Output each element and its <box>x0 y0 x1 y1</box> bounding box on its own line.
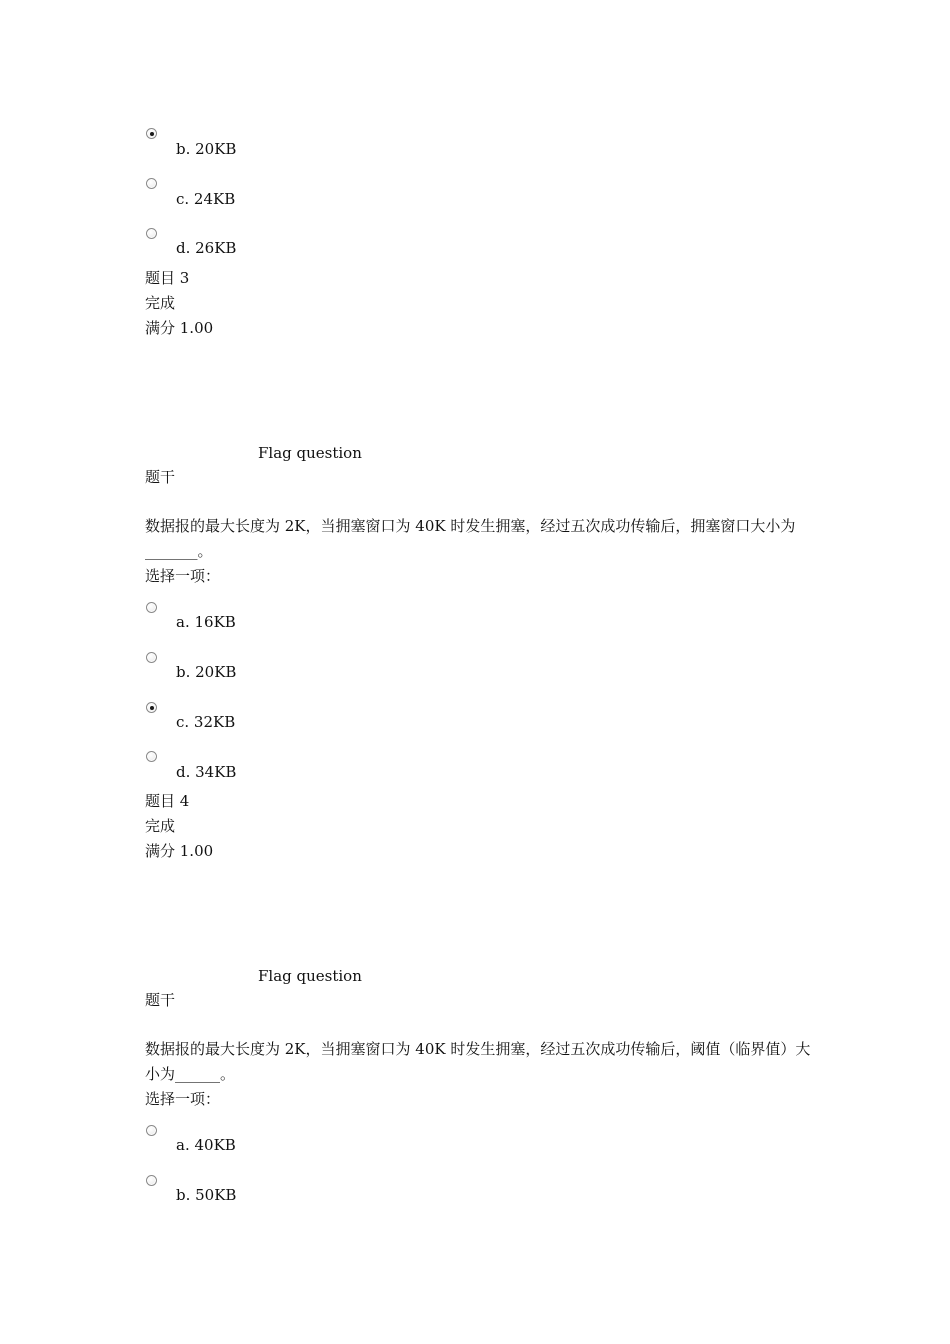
option-radio-q3-a[interactable] <box>146 602 157 613</box>
question-text: 数据报的最大长度为 2K，当拥塞窗口为 40K 时发生拥塞，经过五次成功传输后，阈值（临界值）大小为______。 <box>145 1040 811 1083</box>
option-label-q4-b: b. 50KB <box>176 1186 237 1204</box>
stem-label: 题干 <box>145 468 176 486</box>
answer-prompt: 选择一项： <box>145 1090 221 1108</box>
stem-label: 题干 <box>145 991 176 1009</box>
question-number: 题目 4 <box>145 792 190 810</box>
option-radio-q4-a[interactable] <box>146 1125 157 1136</box>
option-label-q3-c: c. 32KB <box>176 713 236 731</box>
answer-prompt: 选择一项： <box>145 567 221 585</box>
option-label-q2-b: b. 20KB <box>176 140 237 158</box>
option-radio-q3-c[interactable] <box>146 702 157 713</box>
flag-question-link[interactable]: Flag question <box>258 444 362 462</box>
option-radio-q3-d[interactable] <box>146 751 157 762</box>
option-label-q2-c: c. 24KB <box>176 190 236 208</box>
question-number: 题目 3 <box>145 269 190 287</box>
question-state: 完成 <box>145 294 176 312</box>
option-label-q3-d: d. 34KB <box>176 763 237 781</box>
flag-question-link[interactable]: Flag question <box>258 967 362 985</box>
option-label-q3-a: a. 16KB <box>176 613 236 631</box>
option-label-q2-d: d. 26KB <box>176 239 237 257</box>
option-label-q4-a: a. 40KB <box>176 1136 236 1154</box>
option-radio-q3-b[interactable] <box>146 652 157 663</box>
option-radio-q2-d[interactable] <box>146 228 157 239</box>
question-text: 数据报的最大长度为 2K，当拥塞窗口为 40K 时发生拥塞，经过五次成功传输后，拥塞窗口大小为_______。 <box>145 517 796 560</box>
question-state: 完成 <box>145 817 176 835</box>
option-label-q3-b: b. 20KB <box>176 663 237 681</box>
option-radio-q4-b[interactable] <box>146 1175 157 1186</box>
option-radio-q2-b[interactable] <box>146 128 157 139</box>
option-radio-q2-c[interactable] <box>146 178 157 189</box>
question-mark: 满分 1.00 <box>145 319 214 337</box>
question-mark: 满分 1.00 <box>145 842 214 860</box>
